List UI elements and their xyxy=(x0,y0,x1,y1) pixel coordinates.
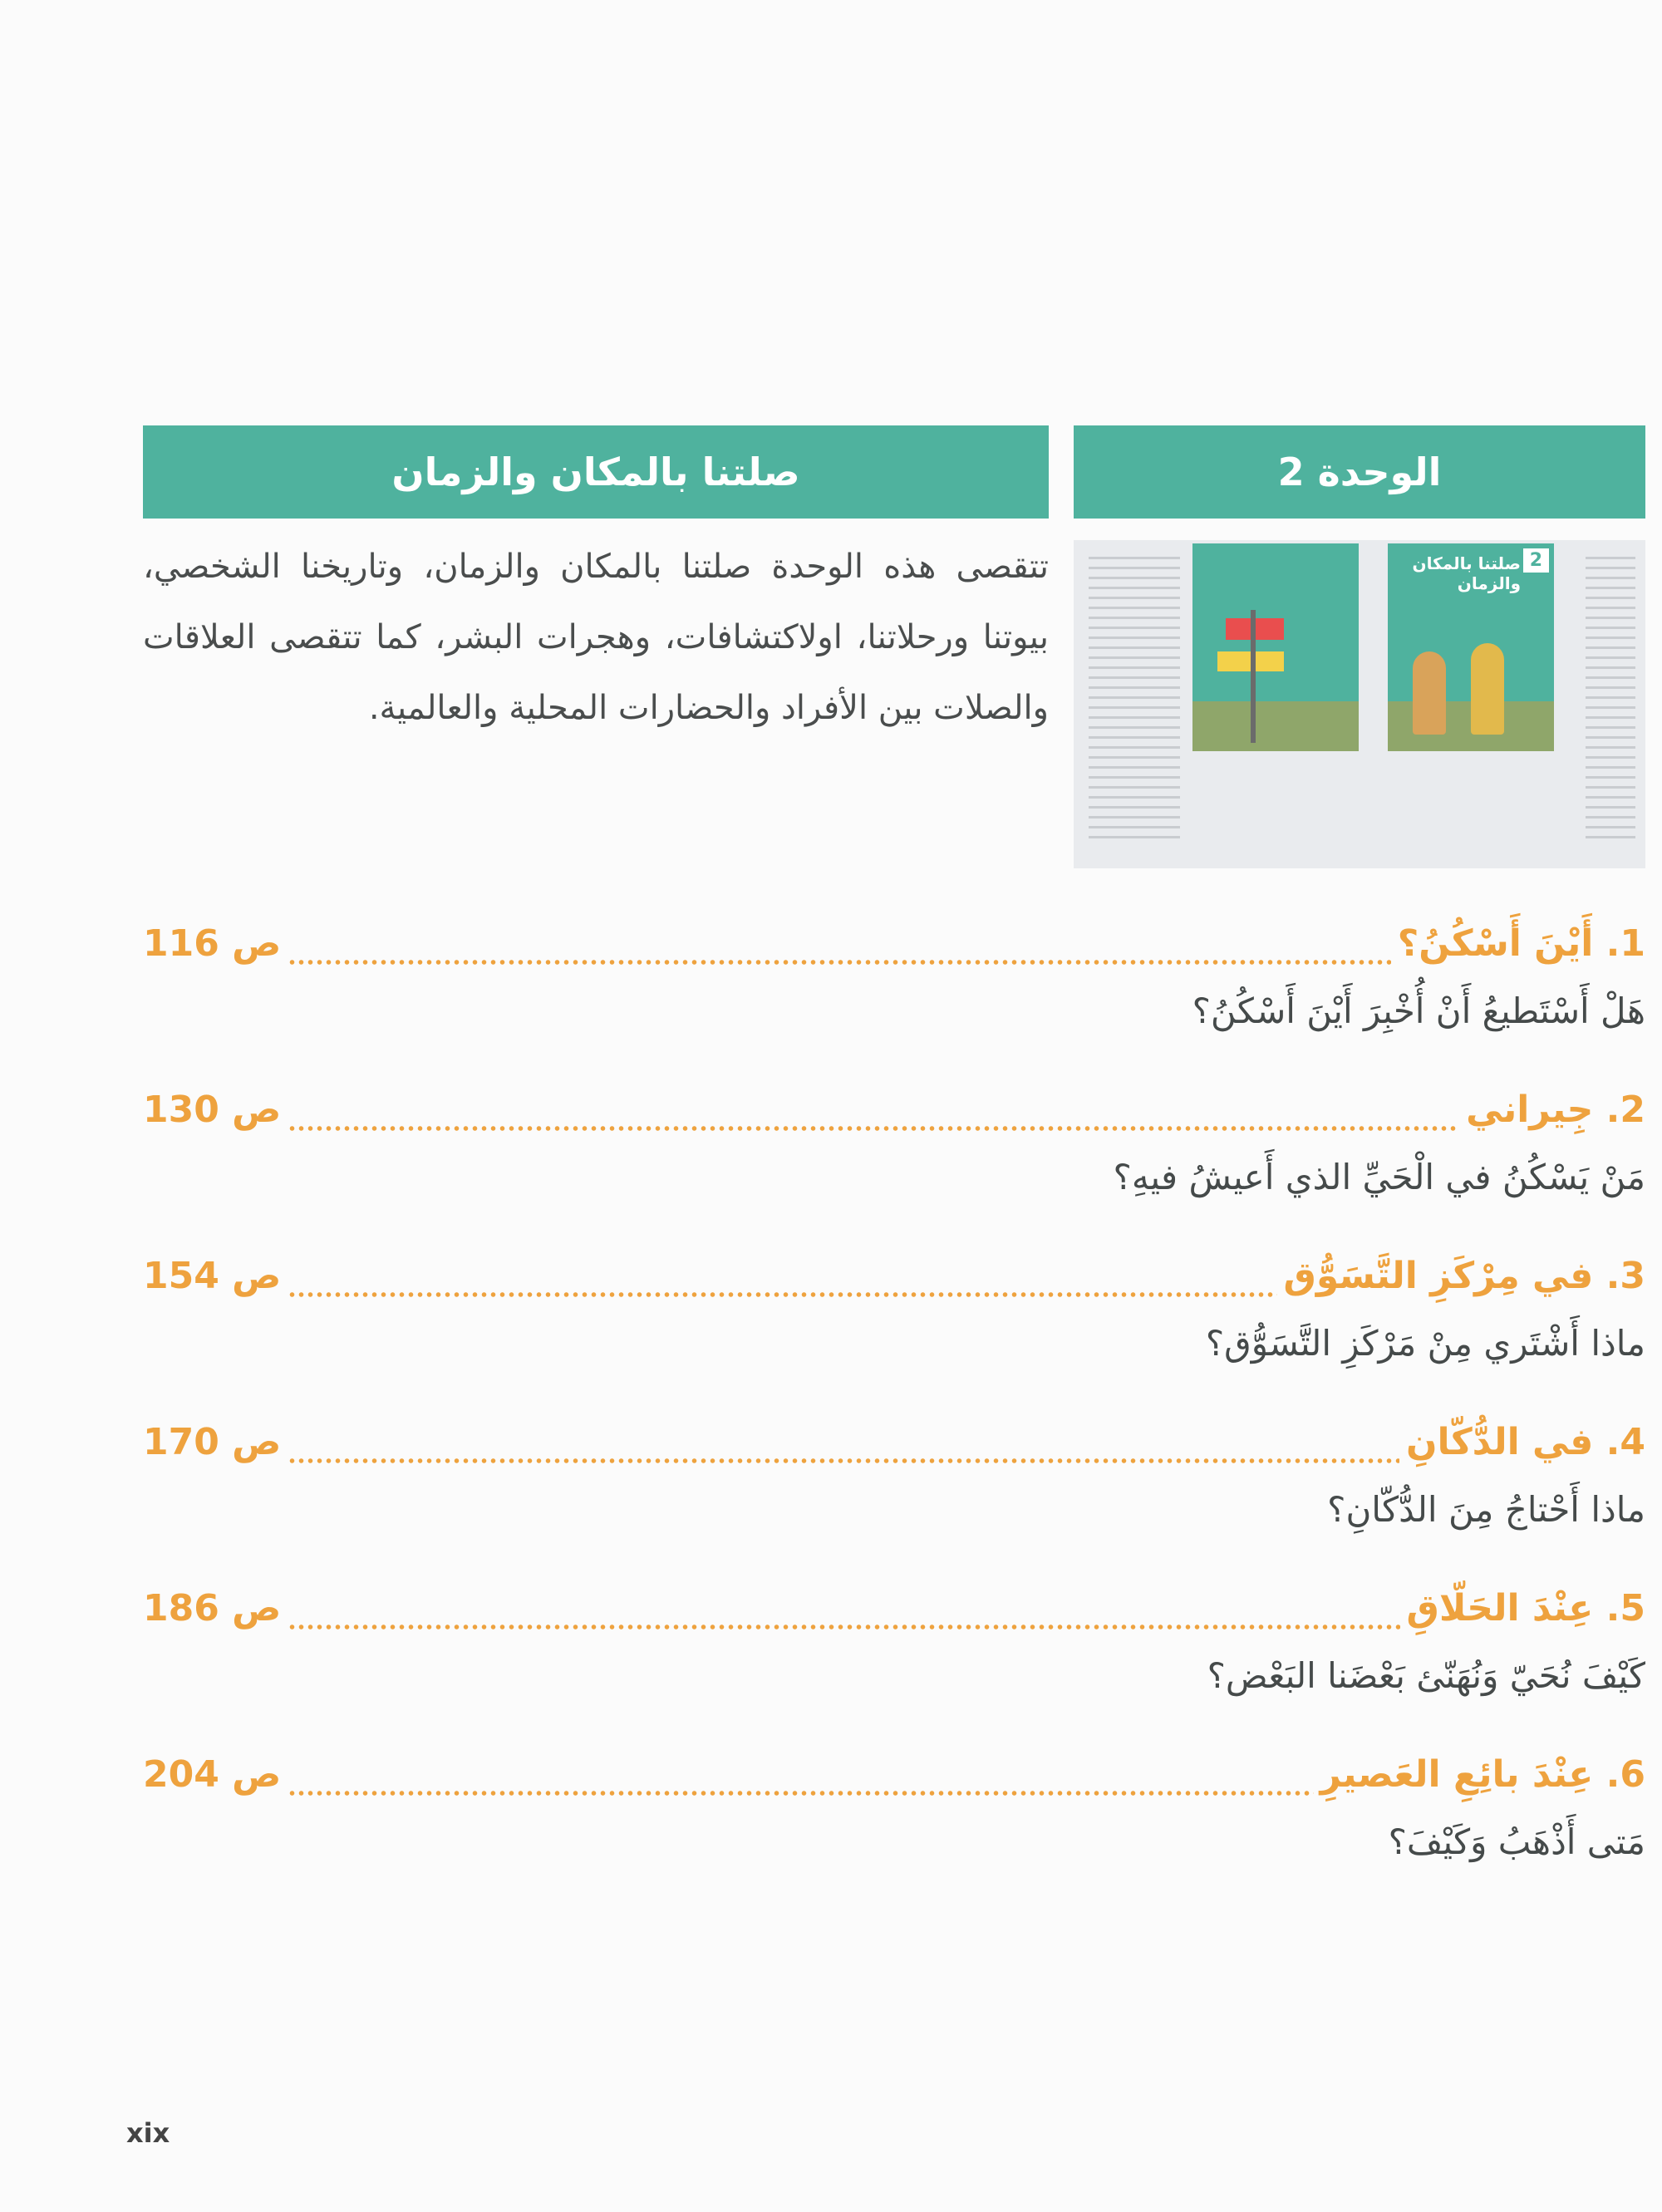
child-illustration xyxy=(1413,651,1446,735)
lesson-page: ص 170 xyxy=(143,1421,282,1463)
page-number: xix xyxy=(126,2117,170,2149)
lesson-question: ماذا أَشْتَري مِنْ مَرْكَزِ التَّسَوُّق؟ xyxy=(1205,1323,1645,1364)
dot-leader xyxy=(288,1790,1313,1797)
lesson-page: ص 186 xyxy=(143,1587,282,1630)
cover-title: صلتنا بالمكان والزمان xyxy=(1412,553,1521,593)
cover-unit-number: 2 xyxy=(1523,548,1549,573)
lesson-item[interactable] xyxy=(143,922,1645,1031)
lesson-page: ص 116 xyxy=(143,922,282,965)
unit-intro-paragraph: تتقصى هذه الوحدة صلتنا بالمكان والزمان، وتاريخنا الشخصي، بيوتنا ورحلاتنا، اولاكتشافات، وهجرات البشر، كما تتقصى العلاقات والصلات بين الأفراد والحضارات المحلية والعالمية. xyxy=(143,548,1049,727)
text-column-decoration xyxy=(1586,557,1635,839)
lesson-page: ص 204 xyxy=(143,1753,282,1796)
signpost-pole xyxy=(1251,610,1256,743)
lesson-question: كَيْفَ نُحَيّ وَنُهَنّئ بَعْضَنا البَعْض؟ xyxy=(1207,1655,1645,1696)
lesson-question: مَنْ يَسْكُنُ في الْحَيِّ الذي أَعيشُ فيهِ؟ xyxy=(1113,1157,1645,1197)
lesson-item[interactable] xyxy=(143,1421,1645,1530)
lesson-question: مَتى أَذْهَبُ وَكَيْفَ؟ xyxy=(1388,1821,1645,1862)
dot-leader xyxy=(288,1624,1399,1630)
lesson-item[interactable] xyxy=(143,1753,1645,1862)
lesson-question: هَلْ أَسْتَطيعُ أَنْ أُخْبِرَ أَيْنَ أَسْكُنُ؟ xyxy=(1192,990,1645,1031)
lesson-item[interactable] xyxy=(143,1587,1645,1696)
lesson-item[interactable] xyxy=(143,1089,1645,1197)
dot-leader xyxy=(288,959,1390,966)
lesson-title[interactable]: 6. عِنْدَ بائِعِ العَصيرِ xyxy=(1320,1753,1645,1796)
unit-preview-image xyxy=(1074,540,1645,868)
ground-decoration xyxy=(1192,701,1359,751)
text-column-decoration xyxy=(1089,557,1180,839)
unit-number-header: الوحدة 2 xyxy=(1074,425,1645,519)
inner-page-thumbnail xyxy=(1192,543,1359,751)
lesson-page: ص 130 xyxy=(143,1089,282,1131)
cover-page-thumbnail xyxy=(1388,543,1554,751)
lesson-title[interactable]: 2. جِيراني xyxy=(1466,1089,1645,1131)
dot-leader xyxy=(288,1291,1276,1298)
lesson-title[interactable]: 5. عِنْدَ الحَلّاقِ xyxy=(1406,1587,1645,1630)
lesson-title[interactable]: 1. أَيْنَ أَسْكُنُ؟ xyxy=(1397,922,1645,965)
lesson-question: ماذا أَحْتاجُ مِنَ الدُّكّانِ؟ xyxy=(1327,1489,1645,1530)
lesson-page: ص 154 xyxy=(143,1255,282,1297)
unit-title-header: صلتنا بالمكان والزمان xyxy=(143,425,1049,519)
lesson-title[interactable]: 4. في الدُّكّانِ xyxy=(1406,1421,1645,1463)
lesson-item[interactable] xyxy=(143,1255,1645,1364)
lesson-title[interactable]: 3. في مِرْكَزِ التَّسَوُّق xyxy=(1283,1255,1645,1297)
dot-leader xyxy=(288,1457,1399,1464)
child-illustration xyxy=(1471,643,1504,735)
dot-leader xyxy=(288,1125,1459,1132)
